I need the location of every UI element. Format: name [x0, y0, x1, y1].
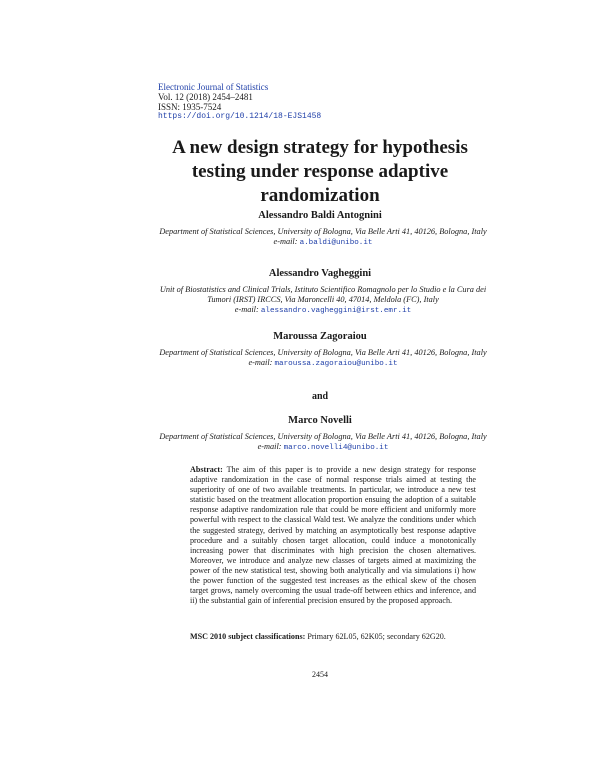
email-link[interactable]: alessandro.vagheggini@irst.emr.it [260, 307, 412, 315]
email-link[interactable]: maroussa.zagoraiou@unibo.it [274, 360, 398, 368]
doi-link[interactable]: https://doi.org/10.1214/18-EJS1458 [158, 112, 322, 121]
paper-title: A new design strategy for hypothesis testing under response adaptive randomization [172, 137, 468, 206]
email-label: e-mail: [248, 358, 273, 367]
abstract [190, 465, 476, 606]
msc-label: MSC 2010 subject classifications: [190, 632, 306, 641]
author-affiliation [158, 285, 488, 316]
email-label: e-mail: [273, 237, 298, 246]
page-number: 2454 [312, 670, 328, 679]
affiliation-text: Department of Statistical Sciences, University of Bologna, Via Belle Arti 41, 40126, Bologna, Italy [159, 432, 487, 441]
affiliation-text: Department of Statistical Sciences, University of Bologna, Via Belle Arti 41, 40126, Bologna, Italy [159, 348, 487, 357]
author-name: Marco Novelli [288, 415, 352, 426]
author-name: Maroussa Zagoraiou [273, 331, 367, 342]
abstract-text: The aim of this paper is to provide a new design strategy for response adaptive randomization in the case of normal response trials aimed at testing the superiority of one of two available treatments. In particular, we introduce a new test statistic based on the treatment allocation proportion ensuing the adoption of a suitable response adaptive randomization rule that could be more efficient and uniformly more powerful with respect to the classical Wald test. We analyze the conditions under which the suggested strategy, derived by matching an asymptotically best response adaptive procedure and a suitably chosen target allocation, could induce a monotonically increasing power that discriminates with high precision the chosen alternatives. Moreover, we introduce and analyze new classes of targets aimed at maximizing the power of the new statistical test, showing both analytically and via simulations i) how the power function of the suggested test increases as the ethical skew of the chosen target grows, namely overcoming the usual trade-off between ethics and inference, and ii) the substantial gain of inferential precision ensured by the proposed approach. [190, 465, 476, 606]
email-link[interactable]: marco.novelli4@unibo.it [283, 444, 389, 452]
journal-issn: ISSN: 1935-7524 [158, 102, 222, 112]
affiliation-text: Unit of Biostatistics and Clinical Trials, Istituto Scientifico Romagnolo per lo Studio e la Cura dei Tumori (IRST) IRCCS, Via Maroncelli 40, 47014, Meldola (FC), Italy [159, 285, 487, 304]
journal-header [158, 82, 321, 122]
journal-name-link[interactable]: Electronic Journal of Statistics [158, 82, 269, 92]
abstract-label: Abstract: [190, 465, 223, 474]
email-link[interactable]: a.baldi@unibo.it [299, 239, 373, 247]
msc-classification [190, 632, 476, 642]
author-affiliation [158, 227, 488, 248]
email-label: e-mail: [257, 442, 282, 451]
msc-text: Primary 62L05, 62K05; secondary 62G20. [307, 632, 446, 641]
journal-volume: Vol. 12 (2018) 2454–2481 [158, 92, 253, 102]
author-affiliation [158, 348, 488, 369]
author-name: Alessandro Vagheggini [268, 268, 372, 279]
author-name: Alessandro Baldi Antognini [258, 210, 382, 221]
affiliation-text: Department of Statistical Sciences, University of Bologna, Via Belle Arti 41, 40126, Bologna, Italy [159, 227, 487, 236]
author-affiliation [158, 432, 488, 453]
email-label: e-mail: [234, 305, 259, 314]
and-separator: and [311, 391, 329, 402]
